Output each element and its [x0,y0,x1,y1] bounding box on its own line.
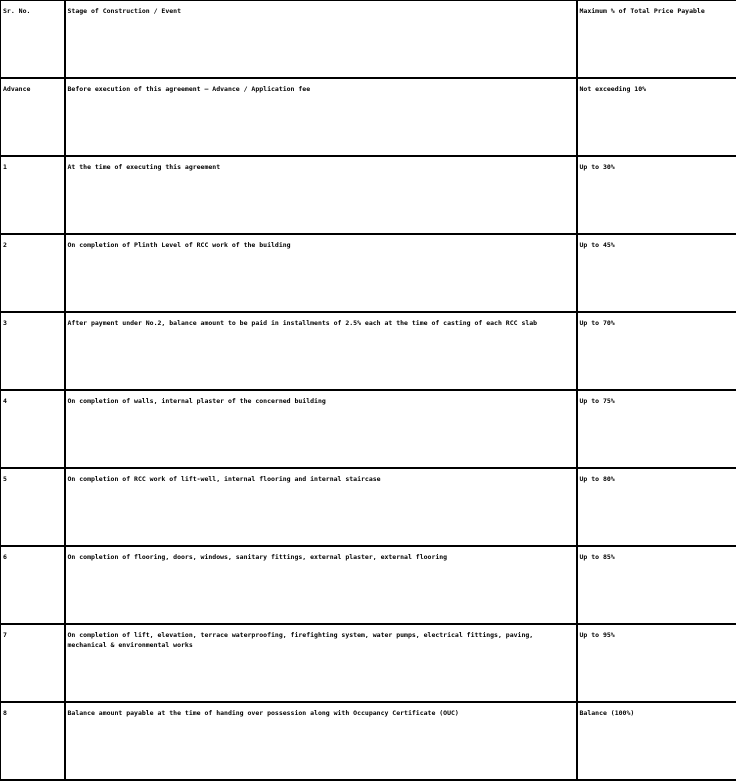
cell-sr-no: 4 [1,390,65,468]
cell-max-percent: Up to 75% [577,390,736,468]
cell-stage: At the time of executing this agreement [65,156,577,234]
header-sr-no: Sr. No. [1,1,65,79]
cell-max-percent: Up to 85% [577,546,736,624]
table-row [1,312,736,390]
table-row [1,390,736,468]
cell-stage: On completion of RCC work of lift-well, internal flooring and internal staircase [65,468,577,546]
cell-sr-no: 5 [1,468,65,546]
cell-sr-no: 6 [1,546,65,624]
cell-sr-no: 3 [1,312,65,390]
table-row [1,468,736,546]
cell-max-percent: Up to 70% [577,312,736,390]
cell-max-percent: Up to 30% [577,156,736,234]
cell-stage: On completion of walls, internal plaster of the concerned building [65,390,577,468]
table-row [1,702,736,780]
table-row [1,78,736,156]
table-row [1,156,736,234]
cell-max-percent: Up to 80% [577,468,736,546]
table-row [1,624,736,702]
cell-sr-no: 1 [1,156,65,234]
cell-sr-no: 7 [1,624,65,702]
cell-stage: On completion of lift, elevation, terrace waterproofing, firefighting system, water pumps, electrical fittings, paving, mechanical & environmental works [65,624,577,702]
cell-max-percent: Up to 45% [577,234,736,312]
cell-max-percent: Not exceeding 10% [577,78,736,156]
cell-stage: Balance amount payable at the time of handing over possession along with Occupancy Certificate (OUC) [65,702,577,780]
cell-stage: On completion of flooring, doors, windows, sanitary fittings, external plaster, external flooring [65,546,577,624]
cell-max-percent: Balance (100%) [577,702,736,780]
cell-sr-no: 8 [1,702,65,780]
cell-max-percent: Up to 95% [577,624,736,702]
header-max-percent: Maximum % of Total Price Payable [577,1,736,79]
cell-sr-no: 2 [1,234,65,312]
cell-sr-no: Advance [1,78,65,156]
cell-stage: On completion of Plinth Level of RCC work of the building [65,234,577,312]
header-stage: Stage of Construction / Event [65,1,577,79]
table-header-row [1,1,736,79]
table-row [1,546,736,624]
cell-stage: After payment under No.2, balance amount to be paid in installments of 2.5% each at the time of casting of each RCC slab [65,312,577,390]
cell-stage: Before execution of this agreement – Advance / Application fee [65,78,577,156]
table-row [1,234,736,312]
